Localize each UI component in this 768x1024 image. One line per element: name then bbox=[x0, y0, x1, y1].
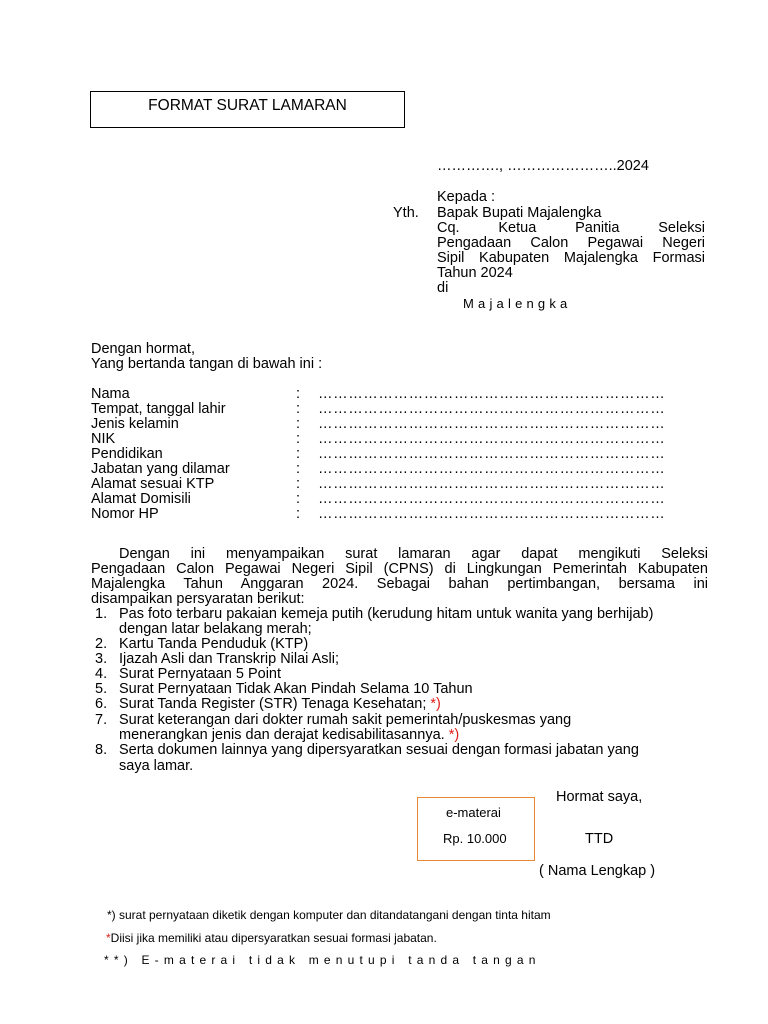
list-number: 5. bbox=[95, 681, 108, 697]
field-label: Alamat sesuai KTP bbox=[91, 476, 215, 492]
recipient-line: Tahun 2024 bbox=[437, 265, 513, 281]
recipient-kepada: Kepada : bbox=[437, 189, 496, 205]
list-text-content: Surat Tanda Register (STR) Tenaga Kesehatan; bbox=[119, 696, 431, 712]
footnote-2 bbox=[106, 931, 437, 946]
recipient-yth: Yth. bbox=[393, 205, 419, 221]
intro-text: Yang bertanda tangan di bawah ini : bbox=[91, 356, 323, 372]
footnote-mark: *) bbox=[430, 696, 441, 712]
date-line: …………., …………………..2024 bbox=[437, 158, 649, 174]
list-text: Ijazah Asli dan Transkrip Nilai Asli; bbox=[119, 651, 340, 667]
list-text: Surat keterangan dari dokter rumah sakit pemerintah/puskesmas yang bbox=[119, 712, 572, 728]
list-text: Serta dokumen lainnya yang dipersyaratkan sesuai dengan formasi jabatan yang bbox=[119, 742, 639, 758]
footnote-text: Diisi jika memiliki atau dipersyaratkan sesuai formasi jabatan. bbox=[110, 931, 437, 945]
list-text: Pas foto terbaru pakaian kemeja putih (kerudung hitam untuk wanita yang berhijab) bbox=[119, 606, 654, 622]
field-value: …………………………………………………………… bbox=[318, 446, 666, 462]
field-label: Jenis kelamin bbox=[91, 416, 179, 432]
field-colon: : bbox=[296, 416, 301, 432]
list-number: 2. bbox=[95, 636, 108, 652]
e-materai-box bbox=[417, 797, 535, 861]
materai-value: Rp. 10.000 bbox=[443, 831, 507, 846]
field-label: Nomor HP bbox=[91, 506, 159, 522]
recipient-line: Pengadaan Calon Pegawai Negeri bbox=[437, 235, 705, 251]
name-placeholder: ( Nama Lengkap ) bbox=[539, 863, 656, 879]
field-label: NIK bbox=[91, 431, 116, 447]
field-label: Alamat Domisili bbox=[91, 491, 191, 507]
field-label: Pendidikan bbox=[91, 446, 163, 462]
greeting: Dengan hormat, bbox=[91, 341, 195, 357]
list-text bbox=[119, 697, 441, 712]
field-value: …………………………………………………………… bbox=[318, 401, 666, 417]
list-text: Kartu Tanda Penduduk (KTP) bbox=[119, 636, 309, 652]
document-title: FORMAT SURAT LAMARAN bbox=[90, 91, 405, 128]
field-value: …………………………………………………………… bbox=[318, 386, 666, 402]
field-value: …………………………………………………………… bbox=[318, 491, 666, 507]
field-colon: : bbox=[296, 491, 301, 507]
field-colon: : bbox=[296, 446, 301, 462]
field-label: Jabatan yang dilamar bbox=[91, 461, 230, 477]
field-colon: : bbox=[296, 476, 301, 492]
recipient-line: Bapak Bupati Majalengka bbox=[437, 205, 602, 221]
field-value: …………………………………………………………… bbox=[318, 506, 666, 522]
footnote-3: **) E-materai tidak menutupi tanda tangan bbox=[104, 953, 541, 967]
paragraph-line: Majalengka Tahun Anggaran 2024. Sebagai bahan pertimbangan, bersama ini bbox=[91, 576, 708, 592]
recipient-city: Majalengka bbox=[463, 296, 572, 311]
paragraph-line: disampaikan persyaratan berikut: bbox=[91, 591, 305, 607]
list-number: 7. bbox=[95, 712, 108, 728]
paragraph-line: Dengan ini menyampaikan surat lamaran agar dapat mengikuti Seleksi bbox=[119, 546, 708, 562]
list-number: 6. bbox=[95, 696, 108, 712]
field-value: …………………………………………………………… bbox=[318, 431, 666, 447]
list-number: 8. bbox=[95, 742, 108, 758]
field-label: Nama bbox=[91, 386, 130, 402]
field-value: …………………………………………………………… bbox=[318, 461, 666, 477]
field-colon: : bbox=[296, 401, 301, 417]
list-number: 4. bbox=[95, 666, 108, 682]
footnote-mark: *) bbox=[448, 727, 460, 743]
field-value: …………………………………………………………… bbox=[318, 416, 666, 432]
body-paragraph bbox=[91, 547, 708, 607]
recipient-line: Cq. Ketua Panitia Seleksi bbox=[437, 220, 705, 236]
list-text: Surat Pernyataan Tidak Akan Pindah Selama 10 Tahun bbox=[119, 681, 473, 697]
field-value: …………………………………………………………… bbox=[318, 476, 666, 492]
list-text: saya lamar. bbox=[119, 758, 194, 774]
footnote-mark: * bbox=[106, 931, 111, 945]
list-number: 3. bbox=[95, 651, 108, 667]
field-label: Tempat, tanggal lahir bbox=[91, 401, 226, 417]
recipient-line: Sipil Kabupaten Majalengka Formasi bbox=[437, 250, 705, 266]
field-colon: : bbox=[296, 506, 301, 522]
field-colon: : bbox=[296, 431, 301, 447]
field-colon: : bbox=[296, 461, 301, 477]
list-text-content: menerangkan jenis dan derajat kedisabilitasannya. bbox=[119, 727, 449, 743]
field-colon: : bbox=[296, 386, 301, 402]
closing-text: Hormat saya, bbox=[556, 789, 643, 805]
recipient-di: di bbox=[437, 280, 449, 296]
list-text: Surat Pernyataan 5 Point bbox=[119, 666, 282, 682]
recipient-block bbox=[437, 206, 705, 296]
list-text bbox=[119, 728, 459, 743]
list-number: 1. bbox=[95, 606, 108, 622]
footnote-1: *) surat pernyataan diketik dengan komputer dan ditandatangani dengan tinta hitam bbox=[107, 908, 551, 922]
list-text: dengan latar belakang merah; bbox=[119, 621, 312, 637]
materai-label: e-materai bbox=[446, 805, 501, 820]
paragraph-line: Pengadaan Calon Pegawai Negeri Sipil (CPNS) di Lingkungan Pemerintah Kabupaten bbox=[91, 561, 708, 577]
signature-ttd: TTD bbox=[585, 831, 614, 847]
